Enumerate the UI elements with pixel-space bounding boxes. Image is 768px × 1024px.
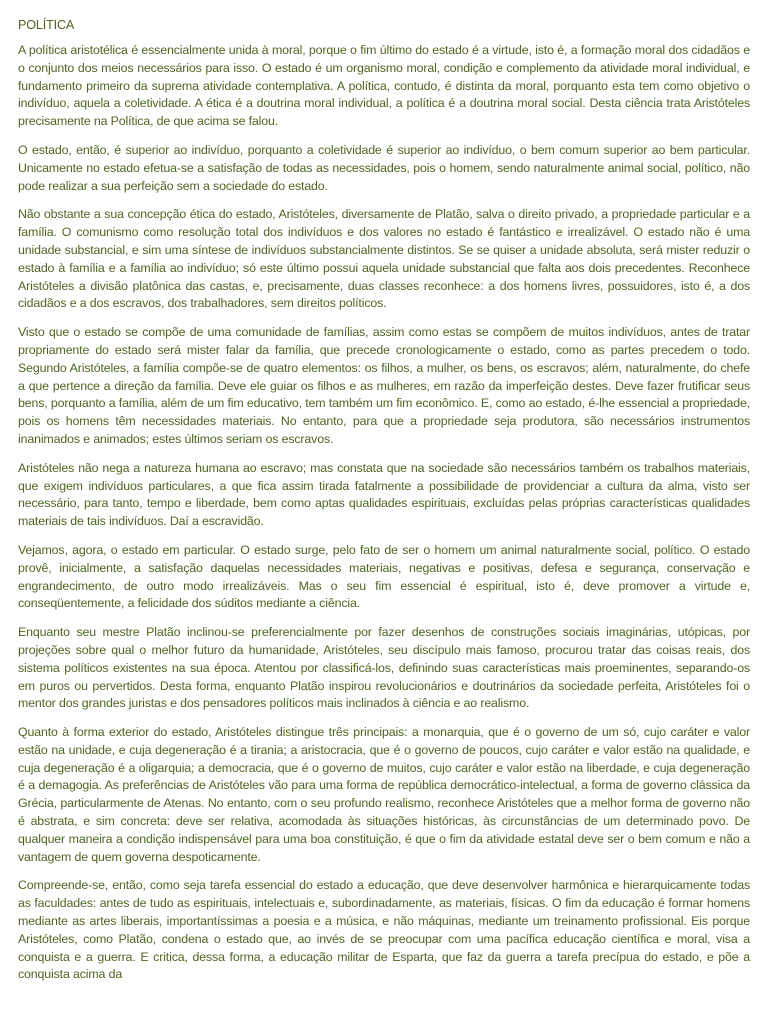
paragraph-7: Enquanto seu mestre Platão inclinou-se preferencialmente por fazer desenhos de construções sociais imaginárias, utópicas, por projeções sobre qual o melhor futuro da humanidade, Aristóteles, seu discípulo mais famoso, procurou tratar das coisas reais, dos sistema políticos existentes na sua época. Atentou por classificá-los, definindo suas características mais proeminentes, separando-os em puros ou pervertidos. Desta forma, enquanto Platão inspirou revolucionários e doutrinários da sociedade perfeita, Aristóteles foi o mentor dos grandes juristas e dos pensadores políticos mais inclinados à ciência e ao realismo. — [18, 625, 750, 711]
paragraph-2: O estado, então, é superior ao indivíduo, porquanto a coletividade é superior ao indivíduo, o bem comum superior ao bem particular. Unicamente no estado efetua-se a satisfação de todas as necessidades, pois o homem, sendo naturalmente animal social, político, não pode realizar a sua perfeição sem a sociedade do estado. — [18, 142, 750, 193]
paragraph-9: Compreende-se, então, como seja tarefa essencial do estado a educação, que deve desenvolver harmônica e hierarquicamente todas as faculdades: antes de tudo as espirituais, intelectuais e, subordinadamente, as materiais, físicas. O fim da educação é formar homens mediante as artes liberais, importantíssimas a poesia e a música, e não máquinas, mediante um treinamento profissional. Eis porque Aristóteles, como Platão, condena o estado que, ao invés de se preocupar com uma pacífica educação científica e moral, visa a conquista e a guerra. E critica, dessa forma, a educação militar de Esparta, que faz da guerra a tarefa precípua do estado, e põe a conquista acima da — [18, 878, 750, 982]
paragraph-1: A política aristotélica é essencialmente unida à moral, porque o fim último do estado é a virtude, isto é, a formação moral dos cidadãos e o conjunto dos meios necessários para isso. O estado é um organismo moral, condição e complemento da atividade moral individual, e fundamento primeiro da suprema atividade contemplativa. A política, contudo, é distinta da moral, porquanto esta tem como objetivo o indivíduo, aquela a coletividade. A ética é a doutrina moral individual, a política é a doutrina moral social. Desta ciência trata Aristóteles precisamente na Política, de que acima se falou. — [18, 43, 750, 129]
paragraph-3: Não obstante a sua concepção ética do estado, Aristóteles, diversamente de Platão, salva o direito privado, a propriedade particular e a família. O comunismo como resolução total dos indivíduos e dos valores no estado é fantástico e irrealizável. O estado não é uma unidade substancial, e sim uma síntese de indivíduos substancialmente distintos. Se se quiser a unidade absoluta, será mister reduzir o estado à família e a família ao indivíduo; só este último possui aquela unidade substancial que falta aos dois precedentes. Reconhece Aristóteles a divisão platônica das castas, e, precisamente, duas classes reconhece: a dos homens livres, possuidores, isto é, a dos cidadãos e a dos escravos, dos trabalhadores, sem direitos políticos. — [18, 207, 750, 311]
paragraph-6: Vejamos, agora, o estado em particular. O estado surge, pelo fato de ser o homem um animal naturalmente social, político. O estado provê, inicialmente, a satisfação daquelas necessidades materiais, negativas e positivas, defesa e segurança, conservação e engrandecimento, de outro modo irrealizáveis. Mas o seu fim essencial é espiritual, isto é, deve promover a virtude e, conseqüentemente, a felicidade dos súditos mediante a ciência. — [18, 542, 750, 611]
paragraph-8: Quanto à forma exterior do estado, Aristóteles distingue três principais: a monarquia, que é o governo de um só, cujo caráter e valor estão na unidade, e cuja degeneração é a tirania; a aristocracia, que é o governo de poucos, cujo caráter e valor estão na qualidade, e cuja degeneração é a oligarquia; a democracia, que é o governo de muitos, cujo caráter e valor estão na liberdade, e cuja degeneração é a demagogia. As preferências de Aristóteles vão para uma forma de república democrático-intelectual, a forma de governo clássica da Grécia, particularmente de Atenas. No entanto, com o seu profundo realismo, reconhece Aristóteles que a melhor forma de governo não é abstrata, e sim concreta: deve ser relativa, acomodada às situações históricas, às circunstâncias de um determinado povo. De qualquer maneira a condição indispensável para uma boa constituição, é que o fim da atividade estatal deve ser o bem comum e não a vantagem de quem governa despoticamente. — [18, 725, 750, 864]
document-page — [18, 16, 750, 995]
paragraph-4: Visto que o estado se compõe de uma comunidade de famílias, assim como estas se compõem de muitos indivíduos, antes de tratar propriamente do estado será mister falar da família, que precede cronologicamente o estado, como as partes precedem o todo. Segundo Aristóteles, a família compõe-se de quatro elementos: os filhos, a mulher, os bens, os escravos; além, naturalmente, do chefe a que pertence a direção da família. Deve ele guiar os filhos e as mulheres, em razão da imperfeição destes. Deve fazer frutificar seus bens, porquanto a família, além de um fim educativo, tem também um fim econômico. E, como ao estado, é-lhe essencial a propriedade, pois os homens têm necessidades materiais. No entanto, para que a propriedade seja produtora, são necessários instrumentos inanimados e animados; estes últimos seriam os escravos. — [18, 325, 750, 446]
paragraph-5: Aristóteles não nega a natureza humana ao escravo; mas constata que na sociedade são necessários também os trabalhos materiais, que exigem indivíduos particulares, a que fica assim tirada fatalmente a possibilidade de providenciar a cultura da alma, visto ser necessário, para tanto, tempo e liberdade, bem como aptas qualidades espirituais, excluídas pelas próprias características qualidades materiais de tais indivíduos. Daí a escravidão. — [18, 460, 750, 529]
document-title: POLÍTICA — [18, 18, 75, 32]
